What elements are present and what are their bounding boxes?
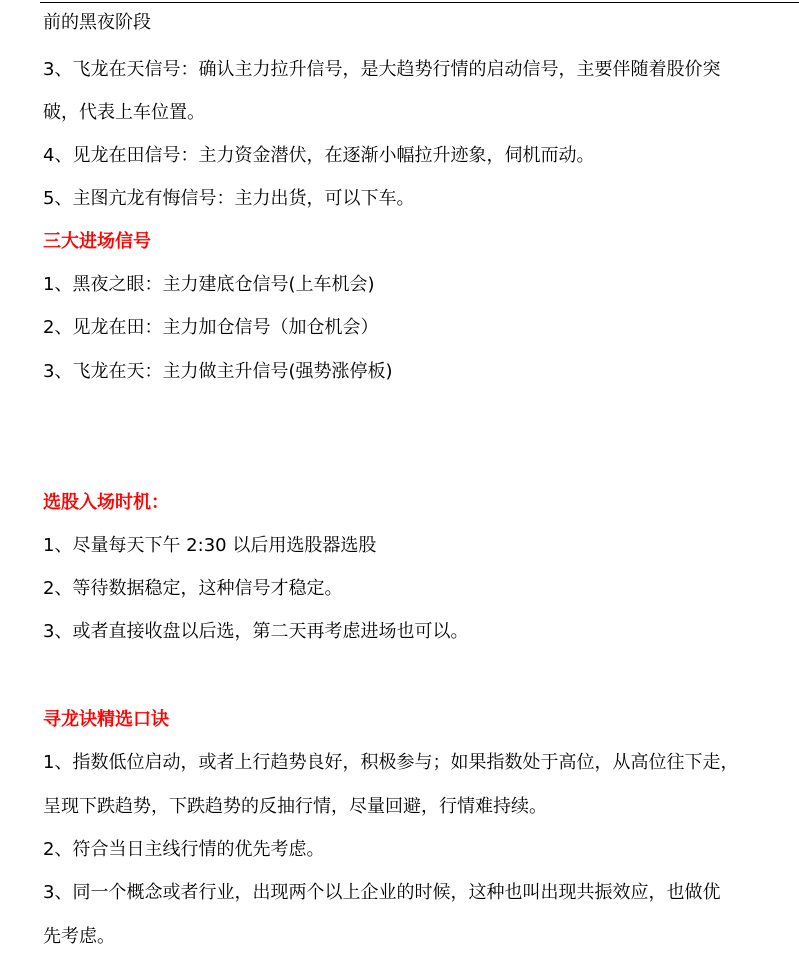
intro-line-2: 3、飞龙在天信号：确认主力拉升信号，是大趋势行情的启动信号，主要伴随着股价突 [43,59,721,80]
timing-item-2: 2、等待数据稳定，这种信号才稳定。 [43,578,343,599]
timing-item-3: 3、或者直接收盘以后选，第二天再考虑进场也可以。 [43,621,469,642]
intro-line-5: 5、主图亢龙有悔信号：主力出货，可以下车。 [43,188,415,209]
entry-signal-item-1: 1、黑夜之眼：主力建底仓信号(上车机会) [43,274,375,295]
formula-line-4: 3、同一个概念或者行业，出现两个以上企业的时候，这种也叫出现共振效应，也做优 [43,882,721,903]
formula-heading: 寻龙诀精选口诀 [43,709,169,730]
top-divider [40,2,799,3]
formula-line-1: 1、指数低位启动，或者上行趋势良好，积极参与；如果指数处于高位，从高位往下走， [43,752,739,773]
formula-line-3: 2、符合当日主线行情的优先考虑。 [43,839,325,860]
intro-line-3: 破，代表上车位置。 [43,102,205,123]
formula-line-2: 呈现下跌趋势，下跌趋势的反抽行情，尽量回避，行情难持续。 [43,796,547,817]
entry-signal-item-3: 3、飞龙在天：主力做主升信号(强势涨停板) [43,361,393,382]
entry-signal-item-2: 2、见龙在田：主力加仓信号（加仓机会） [43,317,379,338]
timing-item-1: 1、尽量每天下午 2:30 以后用选股器选股 [43,535,377,556]
intro-line-4: 4、见龙在田信号：主力资金潜伏，在逐渐小幅拉升迹象，伺机而动。 [43,145,595,166]
entry-signals-heading: 三大进场信号 [43,231,151,252]
timing-heading: 选股入场时机： [43,492,169,513]
formula-line-5: 先考虑。 [43,926,115,947]
intro-line-1: 前的黑夜阶段 [43,12,151,33]
